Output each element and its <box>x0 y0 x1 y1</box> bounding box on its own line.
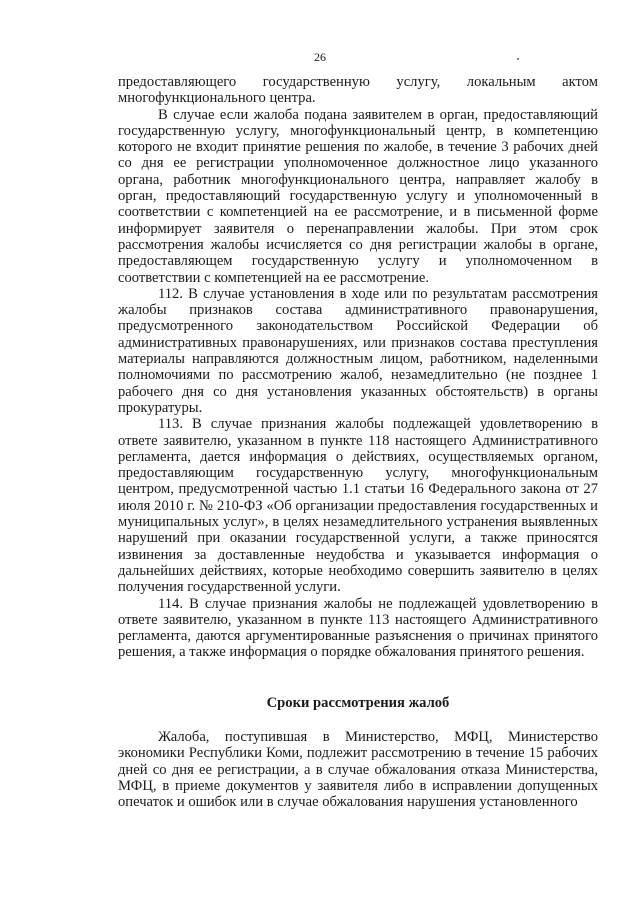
paragraph-114: 114. В случае признания жалобы не подлежащей удовлетворению в ответе заявителю, указанном в пункте 113 настоящего Административного регламента, даются аргументированные разъяснения о причинах принятого решения, а также информация о порядке обжалования принятого решения. <box>118 595 598 661</box>
paragraph-113: 113. В случае признания жалобы подлежащей удовлетворению в ответе заявителю, указанном в пункте 118 настоящего Административного регламента, дается информация о действиях, осуществляемых органом, предоставляющим государственную услугу, многофункциональным центром, предусмотренной частью 1.1 статьи 16 Федерального закона от 27 июля 2010 г. № 210-ФЗ «Об организации предоставления государственных и муниципальных услуг», в целях незамедлительного устранения выявленных нарушений при оказании государственной услуги, а также приносятся извинения за доставленные неудобства и указывается информация о дальнейших действиях, которые необходимо совершить заявителю в целях получения государственной услуги. <box>118 416 598 596</box>
paragraph-continuation: предоставляющего государственную услугу, локальным актом многофункционального центра. <box>118 74 598 107</box>
paragraph-review-terms: Жалоба, поступившая в Министерство, МФЦ, Министерство экономики Республики Коми, подлежит рассмотрению в течение 15 рабочих дней со дня ее регистрации, а в случае обжалования отказа Министерства, МФЦ, в приеме документов у заявителя либо в исправлении допущенных опечаток и ошибок или в случае обжалования нарушения установленного <box>118 728 598 811</box>
section-title: Сроки рассмотрения жалоб <box>266 694 450 711</box>
page-number: 26 <box>314 50 326 64</box>
paragraph-112: 112. В случае установления в ходе или по результатам рассмотрения жалобы признаков состава административного правонарушения, предусмотренного законодательством Российской Федерации об административных правонарушениях, или признаков состава преступления материалы направляются должностным лицом, работником, наделенными полномочиями по рассмотрению жалоб, незамедлительно (не позднее 1 рабочего дня со дня установления указанных обстоятельств) в органы прокуратуры. <box>118 285 598 416</box>
paragraph-redirect: В случае если жалоба подана заявителем в орган, предоставляющий государственную услугу, многофункциональный центр, в компетенцию которого не входит принятие решения по жалобе, в течение 3 рабочих дней со дня ее регистрации уполномоченное должностное лицо указанного органа, работник многофункционального центра, направляет жалобу в орган, предоставляющий государственную услугу и уполномоченный в соответствии с компетенцией на ее рассмотрение, и в письменной форме информирует заявителя о перенаправлении жалобы. При этом срок рассмотрения жалобы исчисляется со дня регистрации жалобы в органе, предоставляющем государственную услугу и уполномоченном в соответствии с компетенцией на ее рассмотрение. <box>118 106 598 286</box>
document-body <box>118 74 598 810</box>
scan-speck <box>517 58 519 60</box>
